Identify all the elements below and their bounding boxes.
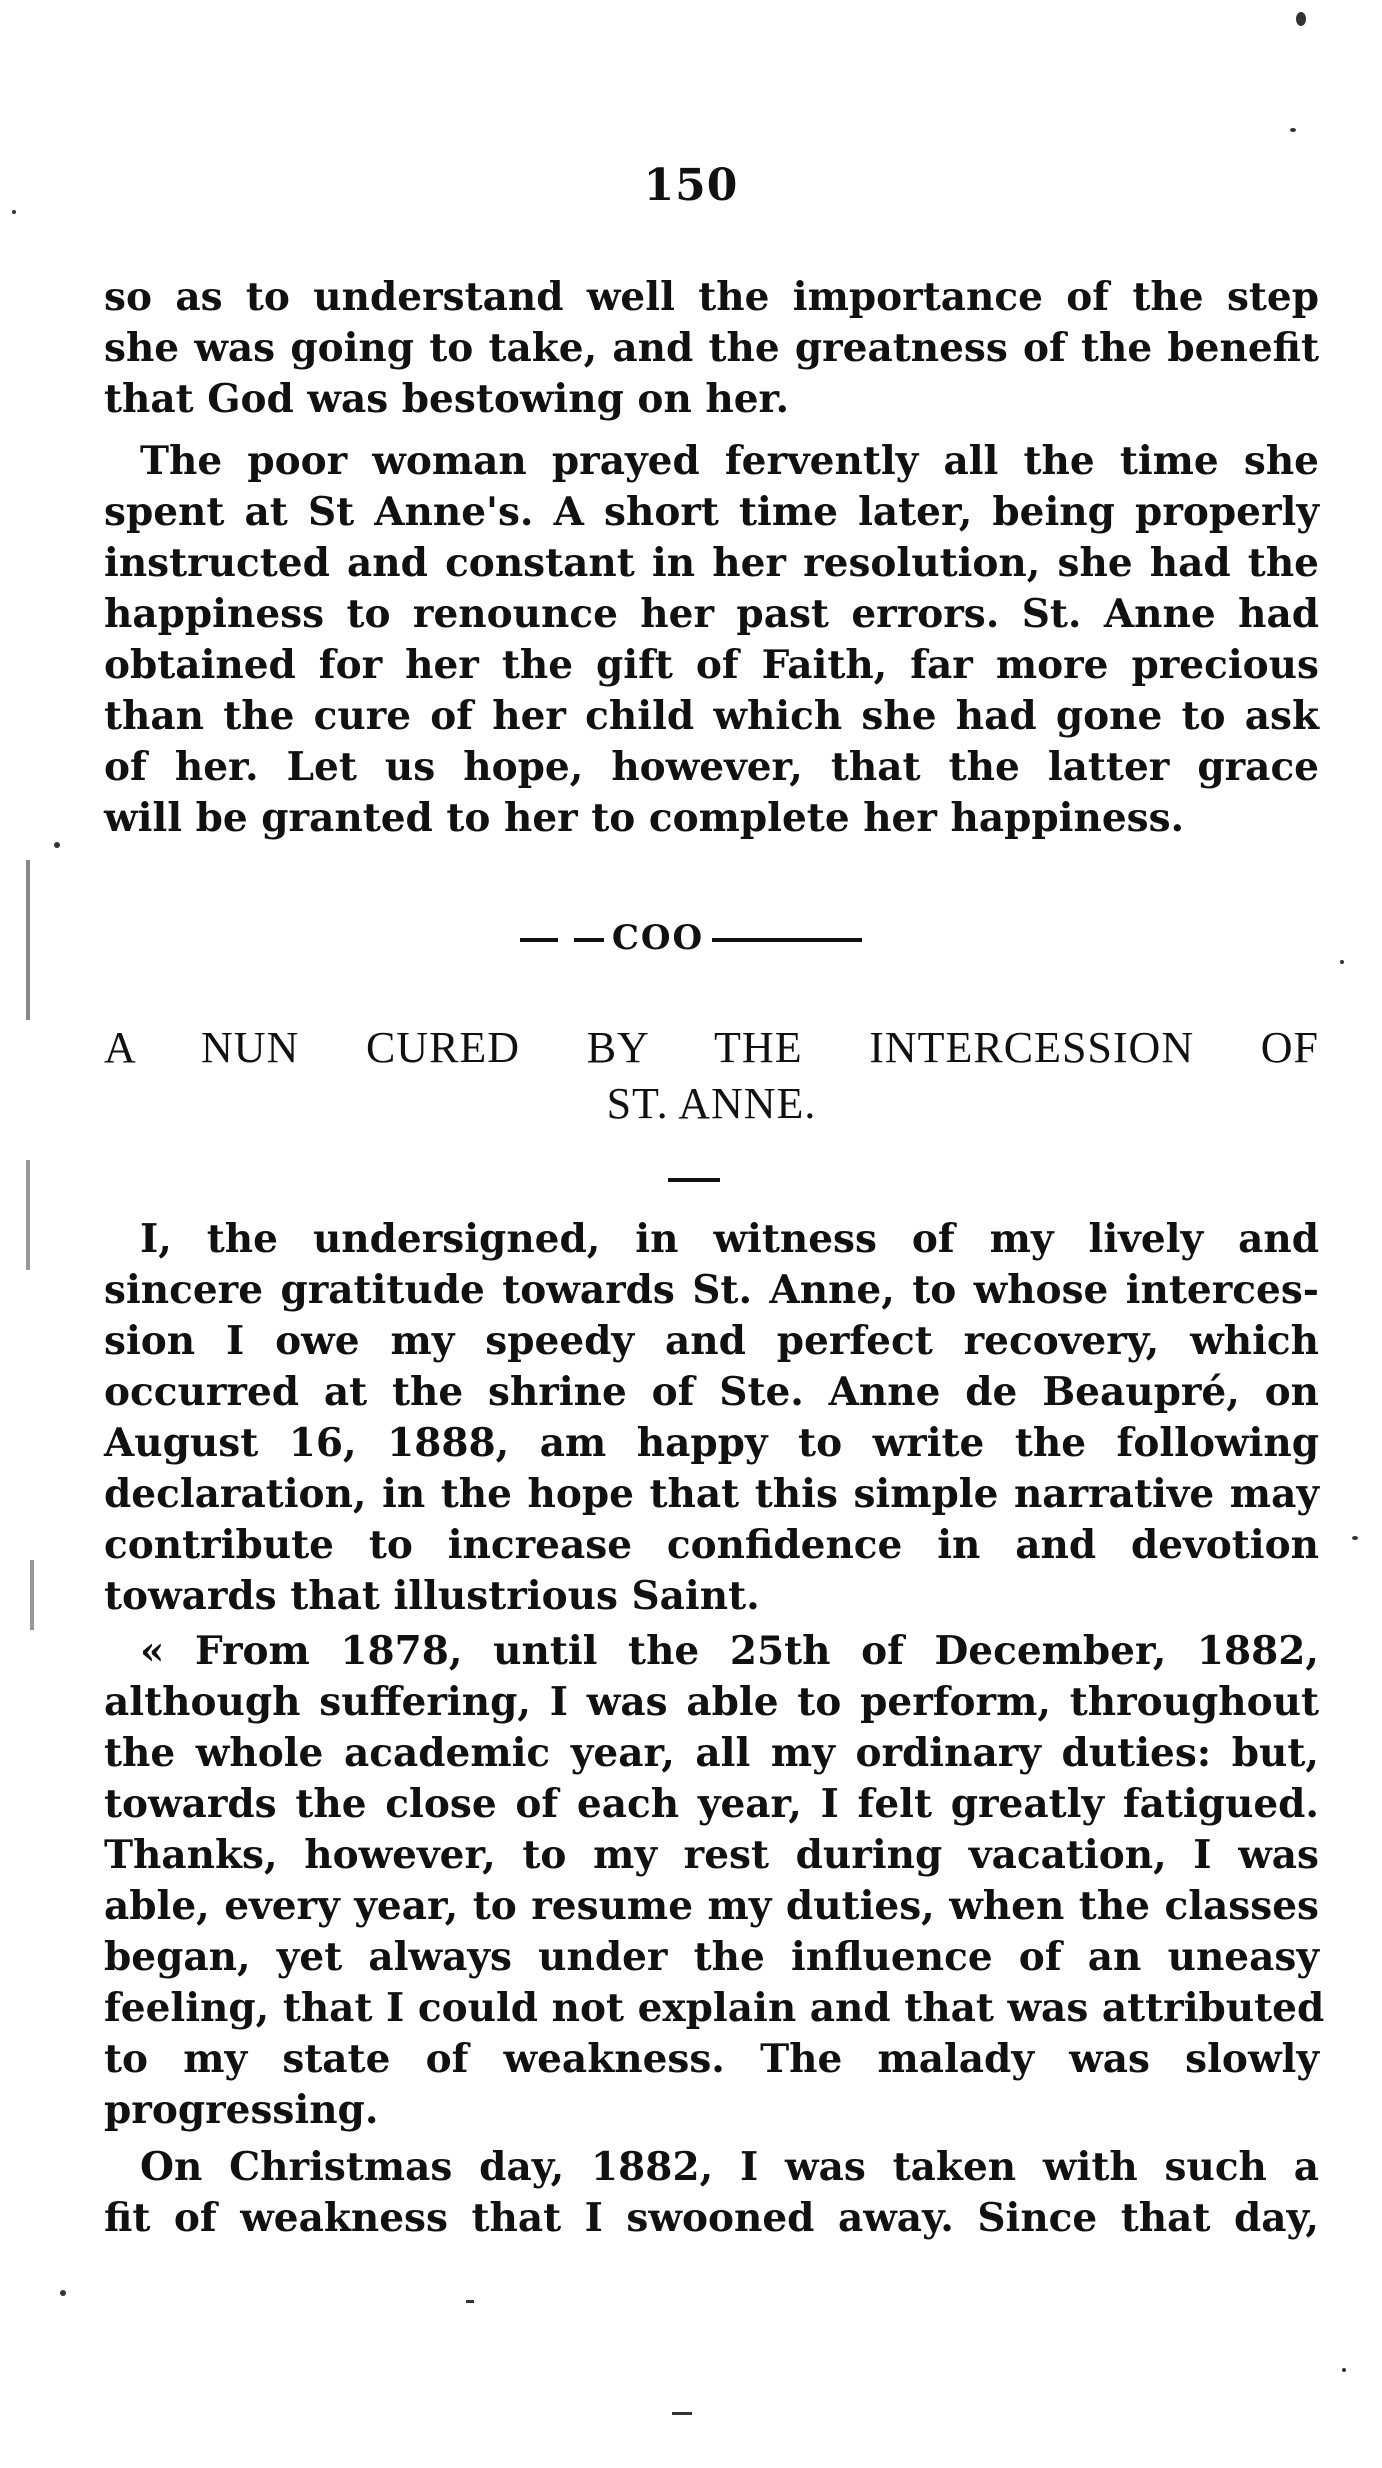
- paragraph-continuation: [104, 272, 1319, 425]
- text-line: that God was bestowing on her.: [104, 376, 790, 422]
- text-line: towards the close of each year, I felt greatly fatigued.: [104, 1781, 1319, 1827]
- scan-speck: [672, 2412, 692, 2415]
- text-line: occurred at the shrine of Ste. Anne de Beaupré, on: [104, 1369, 1319, 1415]
- section-heading: [104, 1020, 1319, 1132]
- scan-speck: [54, 842, 60, 848]
- text-line: contribute to increase confidence in and devotion: [104, 1522, 1319, 1568]
- scan-speck: [1352, 1536, 1358, 1540]
- text-line: instructed and constant in her resolution, she had the: [104, 540, 1319, 586]
- paragraph-conversion: [104, 436, 1319, 844]
- divider-ornament-text: COO: [611, 918, 705, 958]
- text-line: happiness to renounce her past errors. St. Anne had: [104, 591, 1319, 637]
- margin-bleed-mark: [30, 1560, 34, 1630]
- margin-bleed-mark: [26, 1160, 30, 1270]
- text-line: progressing.: [104, 2087, 379, 2133]
- paragraph-christmas: [104, 2142, 1319, 2244]
- text-line: declaration, in the hope that this simple narrative may: [104, 1471, 1319, 1517]
- text-line: she was going to take, and the greatness of the benefit: [104, 325, 1319, 371]
- text-line: than the cure of her child which she had gone to ask: [104, 693, 1319, 739]
- scan-speck: [60, 2290, 66, 2296]
- text-line: spent at St Anne's. A short time later, being properly: [104, 489, 1319, 535]
- text-line: fit of weakness that I swooned away. Since that day,: [104, 2195, 1319, 2241]
- paragraph-declaration: [104, 1214, 1319, 1622]
- scan-speck: [1340, 960, 1344, 964]
- text-line: On Christmas day, 1882, I was taken with such a: [140, 2144, 1319, 2190]
- page-number: 150: [643, 160, 739, 211]
- heading-underline-rule: [668, 1178, 720, 1182]
- text-line: began, yet always under the influence of an uneasy: [104, 1934, 1319, 1980]
- text-line: sincere gratitude towards St. Anne, to whose interces-: [104, 1267, 1319, 1313]
- divider-rule-left: [520, 938, 558, 942]
- scan-speck: [1290, 128, 1296, 132]
- text-line: towards that illustrious Saint.: [104, 1573, 760, 1619]
- scan-speck: [12, 210, 16, 214]
- divider-rule-right: [712, 938, 862, 942]
- text-line: although suffering, I was able to perform, throughout: [104, 1679, 1319, 1725]
- heading-line-1: A NUN CURED BY THE INTERCESSION OF: [104, 1023, 1319, 1072]
- text-line: able, every year, to resume my duties, when the classes: [104, 1883, 1319, 1929]
- text-line: I, the undersigned, in witness of my lively and: [140, 1216, 1319, 1262]
- text-line: « From 1878, until the 25th of December, 1882,: [140, 1628, 1319, 1674]
- scan-speck: [466, 2300, 474, 2303]
- text-line: August 16, 1888, am happy to write the following: [104, 1420, 1319, 1466]
- margin-bleed-mark: [26, 860, 30, 1020]
- text-line: so as to understand well the importance of the step: [104, 274, 1319, 320]
- paragraph-illness-history: [104, 1626, 1325, 2136]
- text-line: to my state of weakness. The malady was slowly: [104, 2036, 1319, 2082]
- scan-speck: [1296, 12, 1306, 26]
- text-line: obtained for her the gift of Faith, far more precious: [104, 642, 1319, 688]
- heading-line-2: ST. ANNE.: [606, 1079, 817, 1128]
- text-line: will be granted to her to complete her happiness.: [104, 795, 1185, 841]
- section-divider-ornament: [0, 918, 1382, 958]
- text-line: of her. Let us hope, however, that the latter grace: [104, 744, 1319, 790]
- scan-speck: [1342, 2368, 1346, 2372]
- divider-rule-left-2: [574, 938, 604, 942]
- text-line: the whole academic year, all my ordinary duties: but,: [104, 1730, 1319, 1776]
- text-line: Thanks, however, to my rest during vacation, I was: [104, 1832, 1319, 1878]
- text-line: The poor woman prayed fervently all the time she: [140, 438, 1319, 484]
- text-line: sion I owe my speedy and perfect recovery, which: [104, 1318, 1319, 1364]
- text-line: feeling, that I could not explain and that was attributed: [104, 1985, 1325, 2031]
